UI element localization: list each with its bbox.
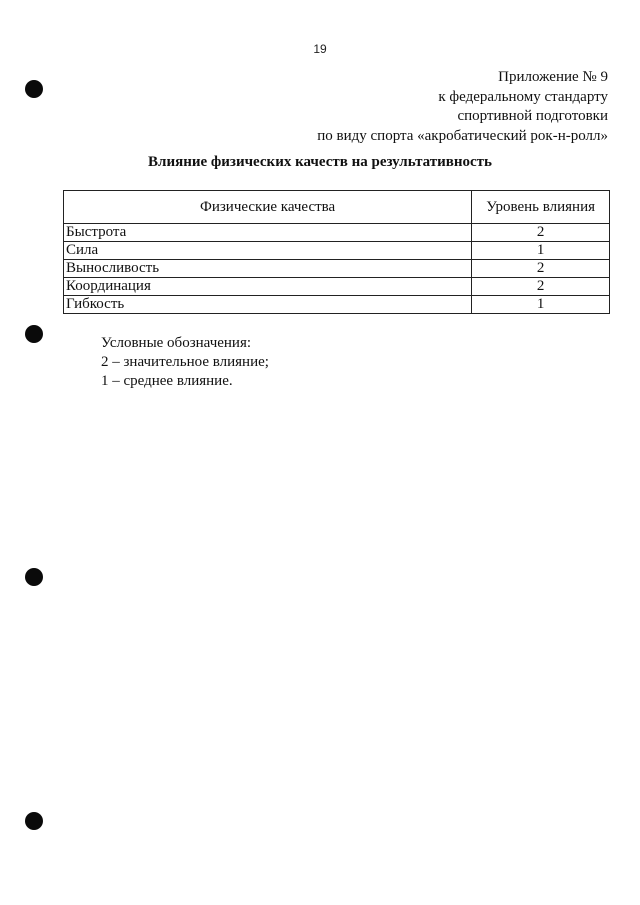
quality-cell: Быстрота [64,224,472,242]
table-row [64,242,610,260]
table-row [64,260,610,278]
legend-heading: Условные обозначения: [101,335,252,351]
table-row [64,296,610,314]
legend-item: 2 – значительное влияние; [101,354,269,370]
appendix-line: к федеральному стандарту [438,88,608,105]
quality-cell: Координация [64,278,472,296]
legend-item: 1 – среднее влияние. [101,373,233,389]
hole-punch-2 [25,325,43,343]
level-cell: 2 [472,260,610,278]
column-header-quality: Физические качества [64,191,472,224]
document-title: Влияние физических качеств на результативность [148,154,492,170]
table-header-row [64,191,610,224]
quality-cell: Сила [64,242,472,260]
table-row [64,278,610,296]
legend [101,334,269,391]
column-header-level: Уровень влияния [472,191,610,224]
appendix-line: Приложение № 9 [498,69,608,85]
qualities-table [63,190,610,314]
appendix-line: спортивной подготовки [457,108,608,124]
quality-cell: Выносливость [64,260,472,278]
level-cell: 1 [472,296,610,314]
appendix-header [317,68,608,146]
quality-cell: Гибкость [64,296,472,314]
level-cell: 1 [472,242,610,260]
table-row [64,224,610,242]
hole-punch-1 [25,80,43,98]
hole-punch-3 [25,568,43,586]
page-number: 19 [313,42,327,56]
level-cell: 2 [472,278,610,296]
appendix-line: по виду спорта «акробатический рок-н-ролл» [317,127,608,144]
level-cell: 2 [472,224,610,242]
hole-punch-4 [25,812,43,830]
